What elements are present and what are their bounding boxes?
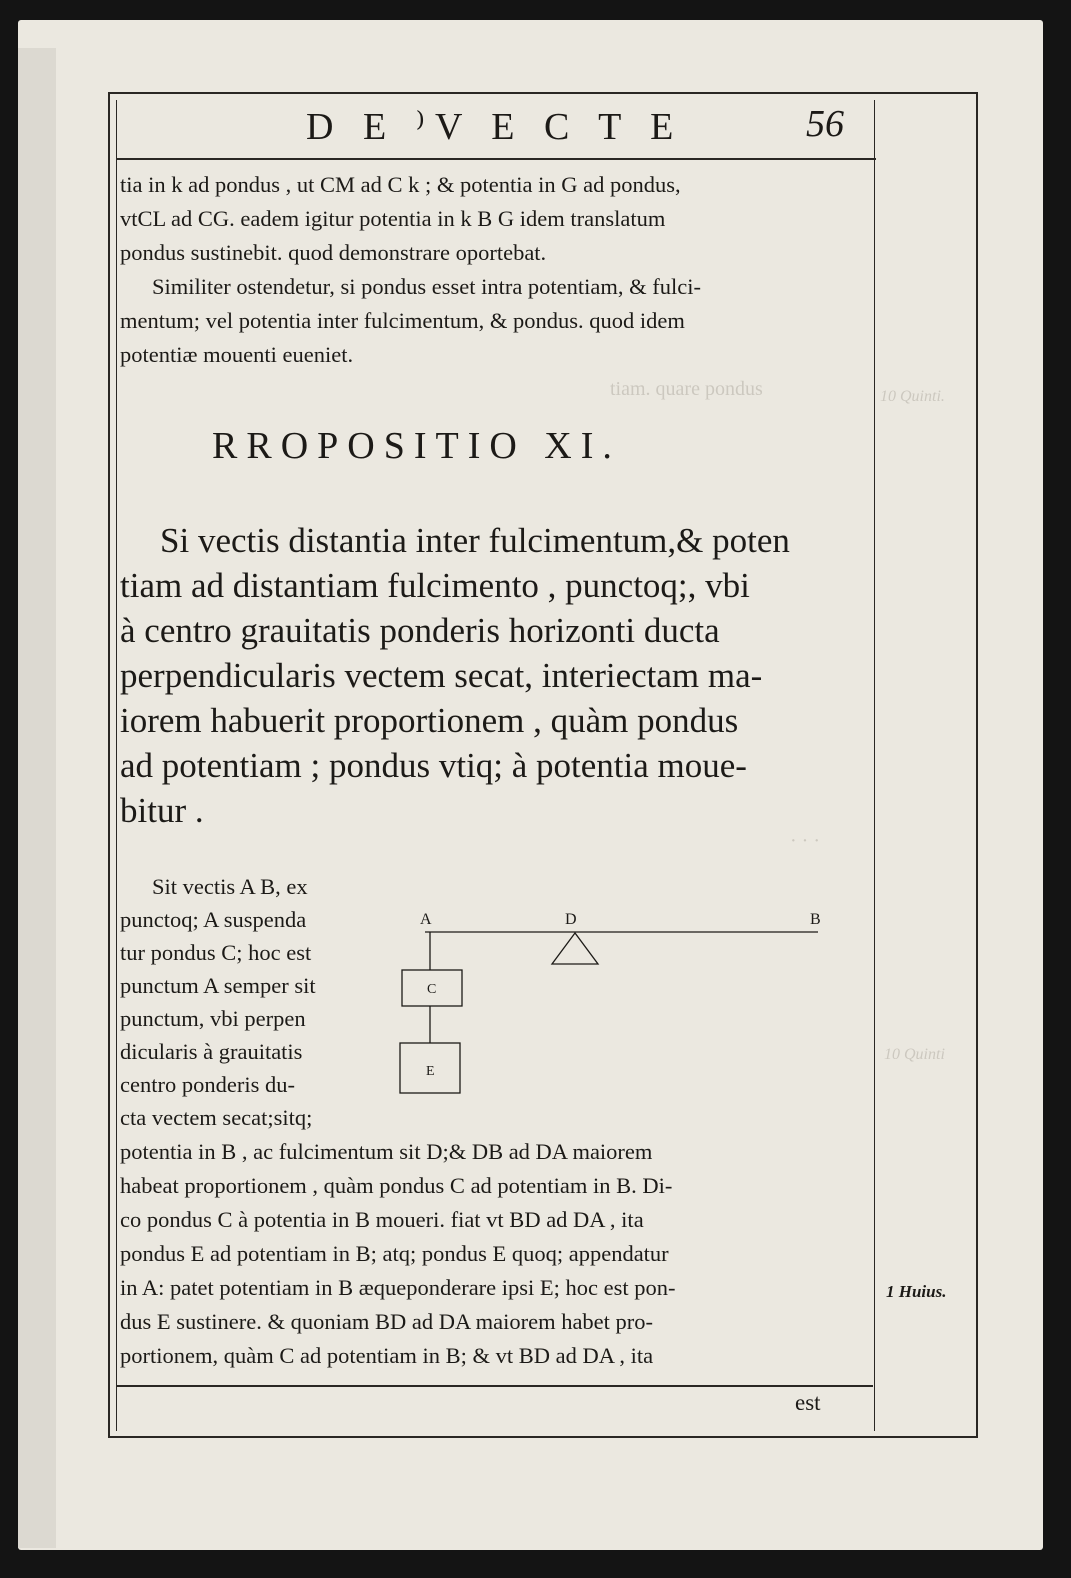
catchword: est — [795, 1390, 821, 1415]
proposition-line: Si vectis distantia inter fulcimentum,& poten — [160, 521, 790, 560]
text-line: centro ponderis du- — [120, 1072, 295, 1097]
proposition-line: à centro grauitatis ponderis horizonti ducta — [120, 611, 720, 650]
bleed-through: 10 Quinti — [884, 1046, 945, 1063]
bleed-through: · · · — [790, 830, 820, 852]
text-line: tur pondus C; hoc est — [120, 940, 312, 965]
label-d: D — [565, 911, 577, 928]
text-line: mentum; vel potentia inter fulcimentum, & pondus. quod idem — [120, 308, 685, 333]
fulcrum-d — [552, 933, 598, 964]
label-e: E — [426, 1064, 435, 1079]
bleed-through: 10 Quinti. — [880, 388, 945, 405]
text-line: cta vectem secat;sitq; — [120, 1105, 313, 1130]
proposition-line: ad potentiam ; pondus vtiq; à potentia moue- — [120, 746, 747, 785]
text-line: in A: patet potentiam in B æqueponderare ipsi E; hoc est pon- — [120, 1275, 676, 1300]
text-line: pondus E ad potentiam in B; atq; pondus E quoq; appendatur — [120, 1241, 669, 1266]
proposition-heading: RROPOSITIO XI. — [212, 425, 621, 467]
bottom-rule — [116, 1385, 873, 1387]
page-number: 56 — [806, 103, 844, 145]
text-line: portionem, quàm C ad potentiam in B; & vt BD ad DA , ita — [120, 1343, 654, 1368]
running-title: D E ⁾V E C T E — [306, 106, 684, 148]
label-c: C — [427, 982, 437, 997]
text-line: Similiter ostendetur, si pondus esset intra potentiam, & fulci- — [152, 274, 702, 299]
text-line: punctum, vbi perpen — [120, 1006, 306, 1031]
running-header — [116, 96, 876, 160]
text-line: dicularis à grauitatis — [120, 1039, 303, 1064]
margin-note: 1 Huius. — [886, 1282, 947, 1301]
proposition-line: bitur . — [120, 791, 204, 830]
label-a: A — [420, 911, 432, 928]
text-line: punctoq; A suspenda — [120, 907, 307, 932]
proposition-line: iorem habuerit proportionem , quàm pondus — [120, 701, 739, 740]
proposition-line: tiam ad distantiam fulcimento , punctoq;, vbi — [120, 566, 750, 605]
text-line: potentia in B , ac fulcimentum sit D;& DB ad DA maiorem — [120, 1139, 653, 1164]
text-line: tia in k ad pondus , ut CM ad C k ; & potentia in G ad pondus, — [120, 172, 681, 197]
lever-diagram — [390, 900, 830, 1100]
text-line: Sit vectis A B, ex — [152, 874, 308, 899]
text-line: dus E sustinere. & quoniam BD ad DA maiorem habet pro- — [120, 1309, 654, 1334]
page-gutter — [18, 48, 56, 1548]
text-line: punctum A semper sit — [120, 973, 316, 998]
text-line: habeat proportionem , quàm pondus C ad potentiam in B. Di- — [120, 1173, 673, 1198]
text-line: vtCL ad CG. eadem igitur potentia in k B G idem translatum — [120, 206, 666, 231]
proposition-line: perpendicularis vectem secat, interiectam ma- — [120, 656, 763, 695]
text-line: co pondus C à potentia in B moueri. fiat vt BD ad DA , ita — [120, 1207, 644, 1232]
text-line: pondus sustinebit. quod demonstrare oportebat. — [120, 240, 547, 265]
text-line: potentiæ mouenti eueniet. — [120, 342, 354, 367]
label-b: B — [810, 911, 821, 928]
bleed-through: tiam. quare pondus — [610, 378, 763, 400]
